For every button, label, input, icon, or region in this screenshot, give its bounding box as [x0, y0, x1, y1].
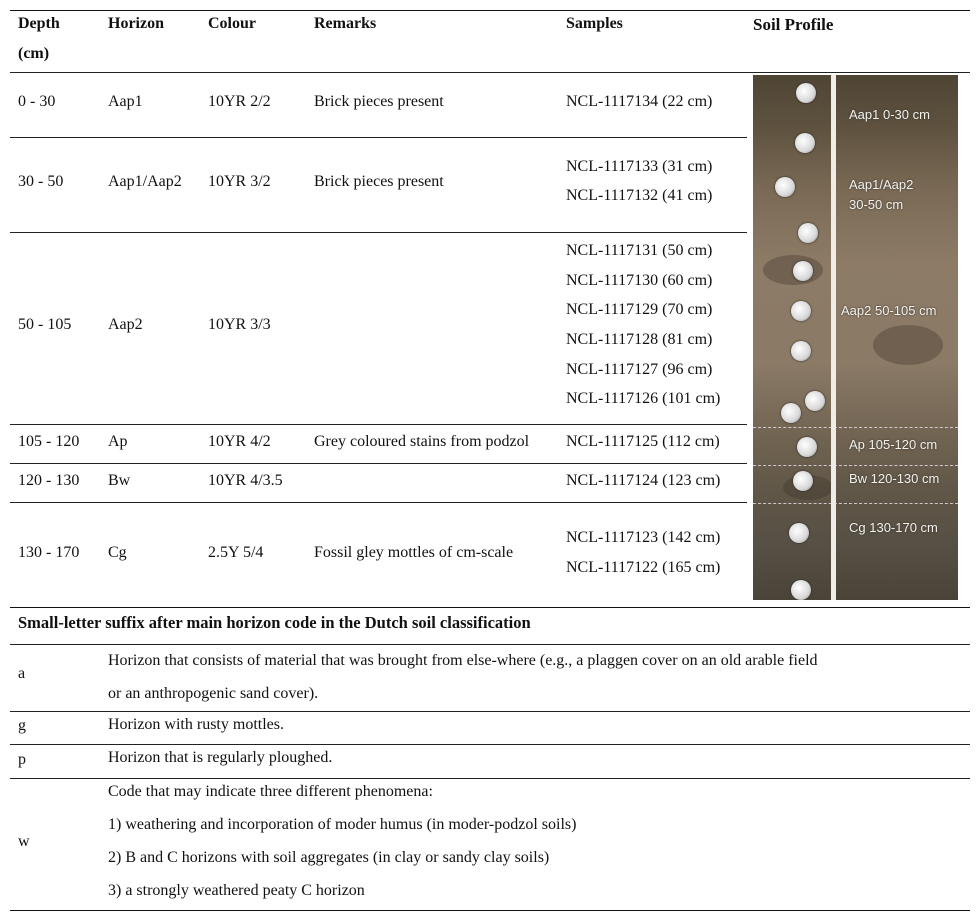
suffix-code-w: w	[18, 833, 30, 850]
row-rule	[10, 137, 747, 138]
row-4-remarks: Grey coloured stains from podzol	[314, 433, 530, 450]
header-soil-profile: Soil Profile	[753, 15, 834, 34]
sample-disc	[793, 261, 813, 281]
row-1-depth: 0 - 30	[18, 93, 56, 110]
row-3-sample-5: NCL-1117127 (96 cm)	[566, 361, 713, 378]
suffix-title: Small-letter suffix after main horizon code in the Dutch soil classification	[18, 613, 531, 632]
photo-label-ap: Ap 105-120 cm	[849, 437, 938, 452]
row-3-colour: 10YR 3/3	[208, 316, 271, 333]
table-bottom-rule	[10, 607, 970, 608]
sample-disc	[795, 133, 815, 153]
row-6-sample-2: NCL-1117122 (165 cm)	[566, 559, 721, 576]
horizon-boundary	[753, 427, 958, 428]
row-5-depth: 120 - 130	[18, 472, 80, 489]
row-4-colour: 10YR 4/2	[208, 433, 271, 450]
suffix-def-w-line-2: 1) weathering and incorporation of moder humus (in moder-podzol soils)	[108, 816, 577, 833]
row-2-colour: 10YR 3/2	[208, 173, 271, 190]
row-5-colour: 10YR 4/3.5	[208, 472, 283, 489]
suffix-code-a: a	[18, 665, 26, 682]
row-3-sample-3: NCL-1117129 (70 cm)	[566, 301, 713, 318]
row-rule	[10, 424, 747, 425]
row-rule	[10, 502, 747, 503]
suffix-code-g: g	[18, 717, 26, 734]
row-6-colour: 2.5Y 5/4	[208, 544, 264, 561]
row-1-remarks: Brick pieces present	[314, 93, 444, 110]
photo-label-cg: Cg 130-170 cm	[849, 520, 938, 535]
row-2-remarks: Brick pieces present	[314, 173, 444, 190]
sample-disc	[781, 403, 801, 423]
header-depth: Depth	[18, 15, 60, 32]
horizon-boundary	[753, 503, 958, 504]
suffix-def-p	[108, 741, 963, 774]
sample-disc	[793, 471, 813, 491]
suffix-def-p-line-1: Horizon that is regularly ploughed.	[108, 749, 333, 766]
row-3-depth: 50 - 105	[18, 316, 72, 333]
horizon-boundary	[753, 465, 958, 466]
row-6-horizon: Cg	[108, 544, 127, 561]
row-2-horizon: Aap1/Aap2	[108, 173, 182, 190]
row-3-sample-2: NCL-1117130 (60 cm)	[566, 272, 713, 289]
suffix-def-g-line-1: Horizon with rusty mottles.	[108, 716, 284, 733]
suffix-bottom-rule	[10, 910, 970, 911]
row-2-sample-2: NCL-1117132 (41 cm)	[566, 187, 713, 204]
suffix-def-w	[108, 775, 963, 907]
row-4-horizon: Ap	[108, 433, 128, 450]
photo-label-bw: Bw 120-130 cm	[849, 471, 940, 486]
sample-disc	[791, 580, 811, 600]
soil-profile-photo	[753, 75, 958, 600]
header-rule	[10, 72, 970, 73]
row-1-colour: 10YR 2/2	[208, 93, 271, 110]
row-6-sample-1: NCL-1117123 (142 cm)	[566, 529, 721, 546]
row-2-depth: 30 - 50	[18, 173, 64, 190]
suffix-code-p: p	[18, 751, 26, 768]
photo-label-aap1: Aap1 0-30 cm	[849, 107, 930, 122]
row-5-horizon: Bw	[108, 472, 131, 489]
row-5-sample-1: NCL-1117124 (123 cm)	[566, 472, 721, 489]
suffix-def-w-line-1: Code that may indicate three different phenomena:	[108, 783, 433, 800]
photo-label-aap2: Aap2 50-105 cm	[841, 303, 937, 318]
suffix-def-g	[108, 708, 963, 741]
header-samples: Samples	[566, 15, 623, 32]
row-3-sample-4: NCL-1117128 (81 cm)	[566, 331, 713, 348]
row-3-sample-6: NCL-1117126 (101 cm)	[566, 390, 721, 407]
row-3-sample-1: NCL-1117131 (50 cm)	[566, 242, 713, 259]
header-horizon: Horizon	[108, 15, 164, 32]
row-rule	[10, 463, 747, 464]
soil-texture	[873, 325, 943, 365]
sample-disc	[789, 523, 809, 543]
row-6-depth: 130 - 170	[18, 544, 80, 561]
header-depth-unit: (cm)	[18, 45, 50, 62]
table-top-rule	[10, 10, 970, 11]
suffix-def-a-line-2: or an anthropogenic sand cover).	[108, 685, 319, 702]
row-1-sample-1: NCL-1117134 (22 cm)	[566, 93, 713, 110]
row-4-depth: 105 - 120	[18, 433, 80, 450]
sample-disc	[775, 177, 795, 197]
row-6-remarks: Fossil gley mottles of cm-scale	[314, 544, 514, 561]
measuring-pole	[831, 75, 836, 600]
row-2-sample-1: NCL-1117133 (31 cm)	[566, 158, 713, 175]
sample-disc	[797, 437, 817, 457]
sample-disc	[791, 301, 811, 321]
sample-disc	[798, 223, 818, 243]
suffix-def-a-line-1: Horizon that consists of material that was brought from else-where (e.g., a plaggen cover on an old arable field	[108, 652, 818, 669]
header-colour: Colour	[208, 15, 256, 32]
photo-label-30-50: 30-50 cm	[849, 197, 904, 212]
row-1-horizon: Aap1	[108, 93, 143, 110]
sample-disc	[805, 391, 825, 411]
photo-label-aap1-aap2: Aap1/Aap2	[849, 177, 914, 192]
suffix-def-w-line-4: 3) a strongly weathered peaty C horizon	[108, 882, 365, 899]
suffix-def-a	[108, 644, 963, 710]
row-3-horizon: Aap2	[108, 316, 143, 333]
sample-disc	[791, 341, 811, 361]
suffix-def-w-line-3: 2) B and C horizons with soil aggregates (in clay or sandy clay soils)	[108, 849, 550, 866]
header-remarks: Remarks	[314, 15, 377, 32]
row-rule	[10, 232, 747, 233]
sample-disc	[796, 83, 816, 103]
row-4-sample-1: NCL-1117125 (112 cm)	[566, 433, 720, 450]
